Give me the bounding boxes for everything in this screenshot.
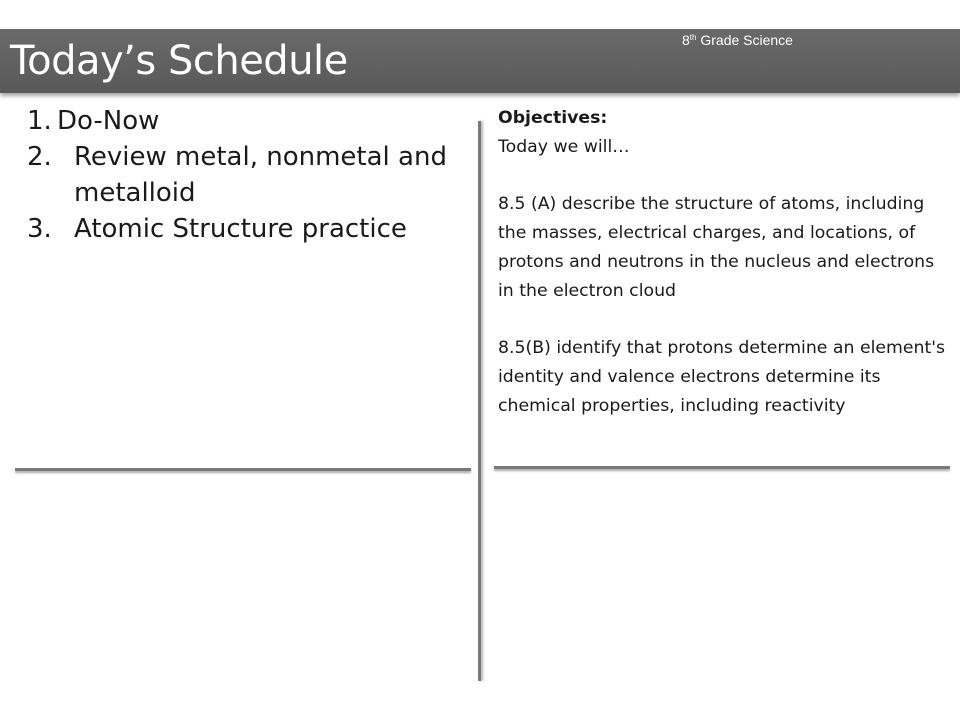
grade-subject: Grade Science: [696, 32, 793, 48]
schedule-item-text: Review metal, nonmetal and metalloid: [74, 142, 447, 208]
schedule-item-text: Do-Now: [57, 106, 160, 136]
schedule-item-number: 2.: [27, 142, 52, 172]
schedule-item: [27, 211, 457, 247]
schedule-list: [27, 103, 457, 247]
right-divider: [494, 466, 950, 469]
spacer: [498, 306, 948, 335]
objectives-intro: Today we will…: [498, 136, 630, 157]
page-title: Today’s Schedule: [10, 38, 348, 84]
schedule-item-number: 3.: [27, 214, 52, 244]
schedule-item: [27, 139, 457, 211]
objective-item: 8.5(B) identify that protons determine an element's identity and valence electrons determine its chemical properties, including reactivity: [498, 338, 945, 416]
objective-item: 8.5 (A) describe the structure of atoms, including the masses, electrical charges, and locations, of protons and neutrons in the nucleus and electrons in the electron cloud: [498, 194, 935, 301]
objectives-heading: Objectives:: [498, 108, 608, 128]
objectives-panel: [498, 104, 948, 421]
vertical-divider: [478, 121, 481, 681]
schedule-item: [27, 103, 457, 139]
schedule-item-text: Atomic Structure practice: [74, 214, 407, 244]
grade-number: 8: [682, 32, 690, 48]
grade-suffix: th: [689, 33, 697, 42]
spacer: [498, 162, 948, 191]
title-bar: [0, 29, 960, 93]
left-divider: [15, 468, 471, 471]
grade-label: [682, 32, 793, 48]
schedule-item-number: 1.: [27, 106, 52, 136]
